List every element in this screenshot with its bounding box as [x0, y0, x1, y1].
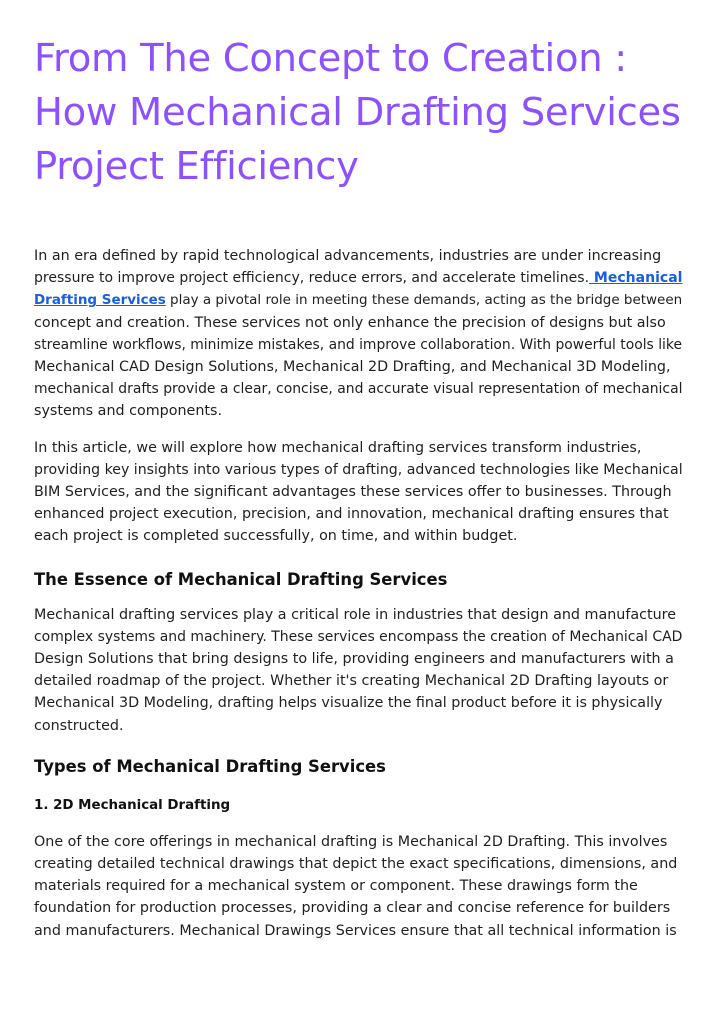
text-line: creating detailed technical drawings that depict the exact specifications, dimensions, and	[34, 856, 678, 873]
text-line: materials required for a mechanical system or component. These drawings form the	[34, 878, 638, 895]
mechanical-drafting-services-link[interactable]: Drafting Services	[34, 292, 166, 309]
text-line: enhanced project execution, precision, and innovation, mechanical drafting ensures that	[34, 506, 669, 523]
text-line: each project is completed successfully, on time, and within budget.	[34, 528, 518, 545]
section-heading-essence: The Essence of Mechanical Drafting Services	[34, 569, 448, 589]
text-line	[34, 267, 686, 289]
page-title	[34, 32, 686, 194]
article-overview-paragraph	[34, 437, 686, 548]
text-line: One of the core offerings in mechanical drafting is Mechanical 2D Drafting. This involves	[34, 833, 668, 850]
text-line: mechanical drafts provide a clear, concise, and accurate visual representation of mechanical	[34, 381, 683, 398]
document-page	[34, 32, 686, 942]
2d-drafting-paragraph	[34, 831, 686, 942]
text-line: BIM Services, and the significant advantages these services offer to businesses. Through	[34, 484, 672, 501]
text-line: In an era defined by rapid technological advancements, industries are under increasing	[34, 248, 662, 264]
text-line: In this article, we will explore how mechanical drafting services transform industries,	[34, 439, 642, 456]
intro-paragraph	[34, 245, 686, 423]
text-line: providing key insights into various types of drafting, advanced technologies like Mechanical	[34, 461, 683, 478]
text-line: foundation for production processes, providing a clear and concise reference for builders	[34, 900, 671, 917]
essence-paragraph	[34, 604, 686, 737]
mechanical-drafting-services-link[interactable]: Mechanical	[589, 270, 683, 287]
text-line: concept and creation. These services not only enhance the precision of designs but also	[34, 314, 666, 331]
text-line: streamline workflows, minimize mistakes, and improve collaboration. With powerful tools like	[34, 336, 682, 353]
title-line: How Mechanical Drafting Services	[34, 90, 681, 135]
text-line	[34, 289, 686, 311]
subheading-2d-drafting: 1. 2D Mechanical Drafting	[34, 797, 231, 813]
text-line: Mechanical CAD Design Solutions, Mechanical 2D Drafting, and Mechanical 3D Modeling,	[34, 359, 671, 376]
text-line: detailed roadmap of the project. Whether it's creating Mechanical 2D Drafting layouts or	[34, 673, 669, 690]
section-heading-types: Types of Mechanical Drafting Services	[34, 756, 386, 776]
text-line: constructed.	[34, 717, 124, 734]
text-line: complex systems and machinery. These services encompass the creation of Mechanical CAD	[34, 628, 683, 645]
text-line: Mechanical drafting services play a critical role in industries that design and manufacture	[34, 606, 677, 623]
text-line: and manufacturers. Mechanical Drawings Services ensure that all technical information is	[34, 922, 677, 939]
text-line: Design Solutions that bring designs to life, providing engineers and manufacturers with a	[34, 651, 674, 668]
text-fragment: play a pivotal role in meeting these demands, acting as the bridge between	[165, 292, 683, 309]
text-line: Mechanical 3D Modeling, drafting helps visualize the final product before it is physically	[34, 695, 663, 712]
title-line: Project Efficiency	[34, 144, 359, 189]
text-line: systems and components.	[34, 403, 222, 420]
text-fragment: pressure to improve project efficiency, reduce errors, and accelerate timelines.	[34, 270, 590, 287]
title-line: From The Concept to Creation :	[34, 36, 627, 81]
